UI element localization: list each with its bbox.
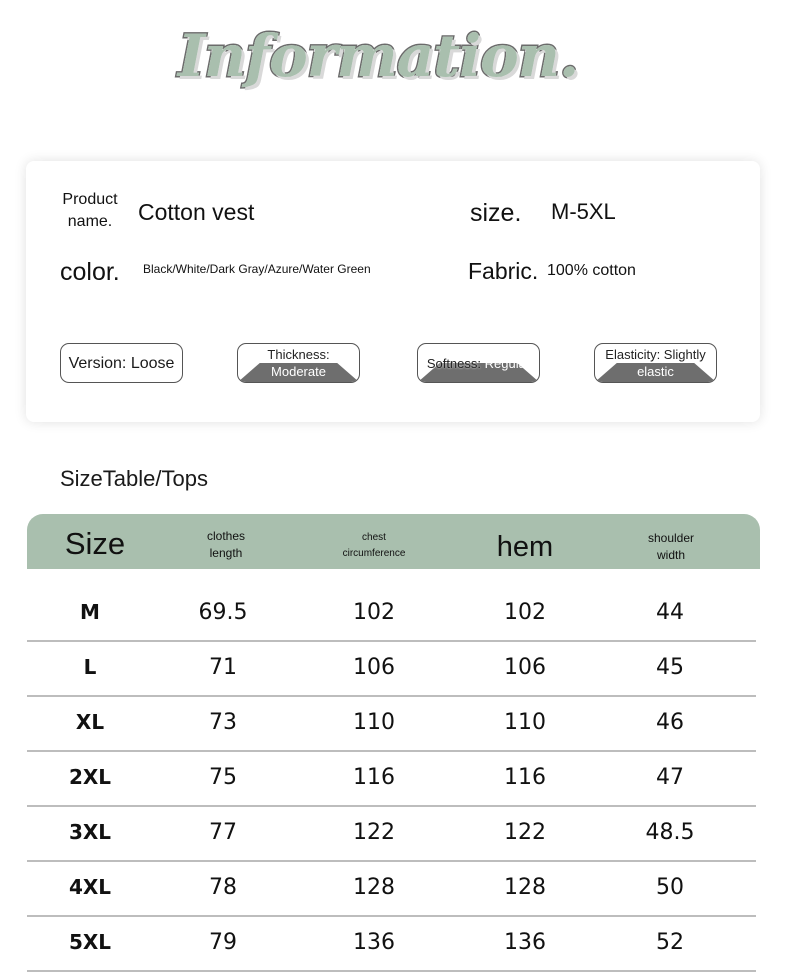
table-row xyxy=(27,860,756,917)
header-shoulder: shoulder width xyxy=(647,531,695,562)
cell-shoulder: 47 xyxy=(656,765,684,790)
size-value: M-5XL xyxy=(551,199,616,224)
cell-shoulder: 48.5 xyxy=(645,820,695,845)
cell-hem: 122 xyxy=(504,820,546,845)
cell-clothes-length: 79 xyxy=(209,930,237,955)
cell-chest: 110 xyxy=(353,710,395,735)
cell-clothes-length: 69.5 xyxy=(198,600,248,625)
color-value: Black/White/Dark Gray/Azure/Water Green xyxy=(143,262,371,276)
header-clothes-length: clothes length xyxy=(206,529,246,560)
cell-size: XL xyxy=(75,710,105,734)
color-label: color. xyxy=(60,258,120,286)
cell-clothes-length: 73 xyxy=(209,710,237,735)
cell-size: 4XL xyxy=(68,875,112,899)
cell-shoulder: 50 xyxy=(656,875,684,900)
thickness-badge: Thickness: Moderate xyxy=(237,343,360,383)
cell-chest: 136 xyxy=(353,930,395,955)
header-chest: chest circumference xyxy=(342,532,406,559)
cell-clothes-length: 78 xyxy=(209,875,237,900)
cell-hem: 128 xyxy=(504,875,546,900)
cell-chest: 102 xyxy=(353,600,395,625)
cell-size: 3XL xyxy=(68,820,112,844)
header-size: Size xyxy=(64,526,126,561)
product-name-value: Cotton vest xyxy=(138,199,255,225)
cell-hem: 110 xyxy=(504,710,546,735)
cell-clothes-length: 77 xyxy=(209,820,237,845)
fabric-value: 100% cotton xyxy=(547,262,636,279)
cell-hem: 116 xyxy=(504,765,546,790)
elasticity-badge: Elasticity: Slightly elastic xyxy=(594,343,717,383)
table-row xyxy=(27,750,756,807)
table-row xyxy=(27,585,756,642)
cell-shoulder: 44 xyxy=(656,600,684,625)
product-name-label: Product name. xyxy=(62,191,118,230)
cell-size: L xyxy=(83,655,97,679)
cell-chest: 122 xyxy=(353,820,395,845)
cell-size: 2XL xyxy=(68,765,112,789)
softness-badge: Softness: Regular xyxy=(417,343,540,383)
cell-chest: 116 xyxy=(353,765,395,790)
cell-hem: 106 xyxy=(504,655,546,680)
header-hem: hem xyxy=(496,531,554,563)
cell-shoulder: 52 xyxy=(656,930,684,955)
table-row xyxy=(27,805,756,862)
table-row xyxy=(27,640,756,697)
cell-clothes-length: 71 xyxy=(209,655,237,680)
table-row xyxy=(27,695,756,752)
table-row xyxy=(27,915,756,972)
cell-size: M xyxy=(80,600,100,624)
cell-shoulder: 46 xyxy=(656,710,684,735)
cell-chest: 128 xyxy=(353,875,395,900)
cell-size: 5XL xyxy=(68,930,112,954)
cell-hem: 136 xyxy=(504,930,546,955)
cell-clothes-length: 75 xyxy=(209,765,237,790)
size-table-title: SizeTable/Tops xyxy=(60,466,208,491)
cell-hem: 102 xyxy=(504,600,546,625)
page-title: Information. xyxy=(177,22,579,90)
size-table-header xyxy=(27,514,760,569)
size-label: size. xyxy=(470,199,522,227)
version-badge: Version: Loose xyxy=(60,343,183,383)
cell-shoulder: 45 xyxy=(656,655,684,680)
product-info-card xyxy=(26,161,760,422)
title-banner xyxy=(176,18,580,94)
cell-chest: 106 xyxy=(353,655,395,680)
fabric-label: Fabric. xyxy=(468,258,539,284)
